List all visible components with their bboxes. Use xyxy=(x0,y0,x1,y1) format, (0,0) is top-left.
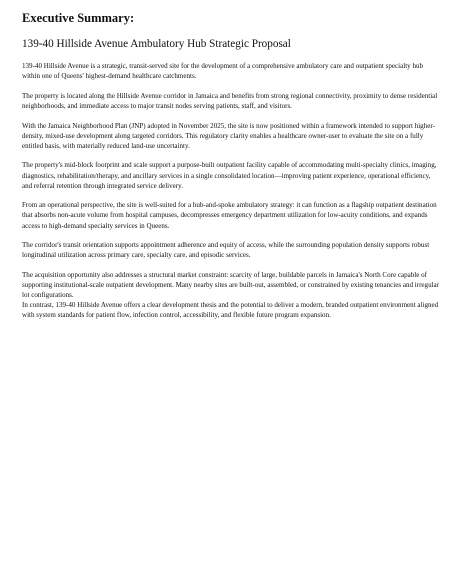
section-heading: Executive Summary: xyxy=(22,11,135,25)
paragraph-location: The property is located along the Hillside Avenue corridor in Jamaica and benefits from strong regional connectivity, proximity to dense residential neighborhoods, and immediate access to major transit nodes serving patients, staff, and visitors. xyxy=(22,91,438,110)
paragraph-intro: 139-40 Hillside Avenue is a strategic, transit-served site for the development of a comprehensive ambulatory care and outpatient specialty hub within one of Queens' highest-demand healthcare catchments. xyxy=(22,62,424,81)
paragraph-zoning: With the Jamaica Neighborhood Plan (JNP) adopted in November 2025, the site is now positioned within a framework intended to support higher-density, mixed-use development along targeted corridors. This regulatory clarity enables a healthcare owner-user to evaluate the site on a fully entitled basis, with materially reduced land-use uncertainty. xyxy=(22,121,435,150)
paragraph-contrast: In contrast, 139-40 Hillside Avenue offers a clear development thesis and the potential to deliver a modern, branded outpatient environment aligned with system standards for patient flow, infection control, accessibility, and flexible future program expansion. xyxy=(22,301,439,320)
paragraph-transit: The corridor's transit orientation supports appointment adherence and equity of access, while the surrounding population density supports robust longitudinal utilization across primary care, specialty care, and episodic services. xyxy=(22,241,430,260)
document-page xyxy=(22,10,440,330)
document-title: 139-40 Hillside Avenue Ambulatory Hub Strategic Proposal xyxy=(22,38,291,50)
paragraph-acquisition: The acquisition opportunity also addresses a structural market constraint: scarcity of large, buildable parcels in Jamaica's North Core capable of supporting institutional-scale outpatient development. Many nearby sites are built-out, assembled, or constrained by existing tenancies and irregular lot configurations. xyxy=(22,270,440,300)
paragraph-footprint: The property's mid-block footprint and scale support a purpose-built outpatient facility capable of accommodating multi-specialty clinics, imaging, diagnostics, rehabilitation/therapy, and ancillary services in a single consolidated location—improving patient experience, operational efficiency, and referral retention through integrated service delivery. xyxy=(22,161,437,190)
paragraph-operations: From an operational perspective, the site is well-suited for a hub-and-spoke ambulatory strategy: it can function as a flagship outpatient destination that absorbs non-acute volume from hospital campuses, decompresses emergency department utilization for low-acuity conditions, and expands access to high-demand specialty services in Queens. xyxy=(22,201,437,230)
